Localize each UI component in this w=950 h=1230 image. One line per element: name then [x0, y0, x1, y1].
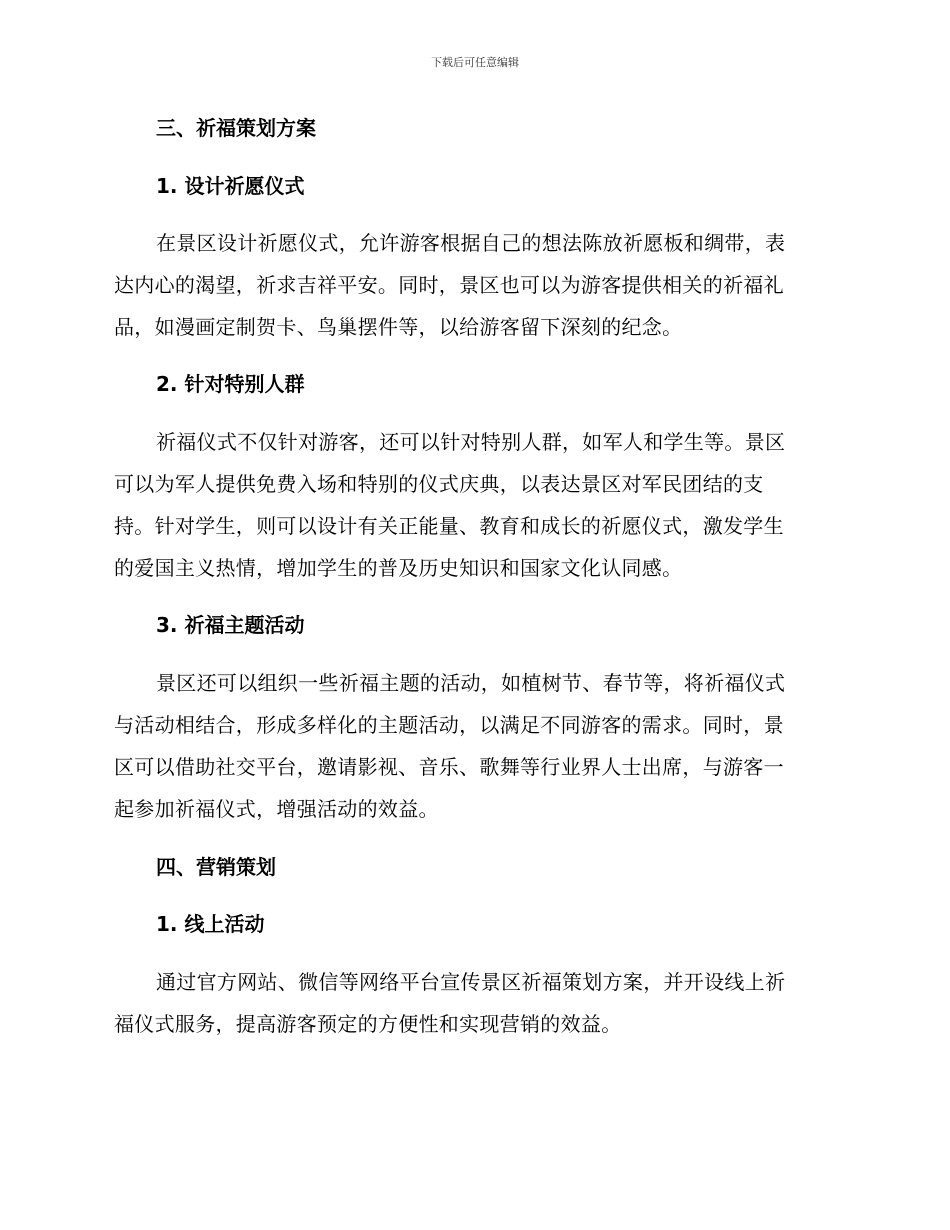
paragraph-line: 的爱国主义热情，增加学生的普及历史知识和国家文化认同感。: [114, 556, 683, 580]
subheading-online-activities: 1. 线上活动: [156, 912, 265, 936]
paragraph-line: 福仪式服务，提高游客预定的方便性和实现营销的效益。: [114, 1012, 622, 1036]
subheading-theme-activities: 3. 祈福主题活动: [156, 613, 305, 637]
paragraph-line: 品，如漫画定制贺卡、鸟巢摆件等，以给游客留下深刻的纪念。: [114, 315, 683, 339]
paragraph-line: 祈福仪式不仅针对游客，还可以针对特别人群，如军人和学生等。景区: [156, 430, 786, 454]
paragraph-line: 区可以借助社交平台，邀请影视、音乐、歌舞等行业界人士出席，与游客一: [114, 755, 784, 779]
paragraph-special-groups: [114, 426, 836, 584]
paragraph-line: 可以为军人提供免费入场和特别的仪式庆典，以表达景区对军民团结的支: [114, 472, 764, 496]
paragraph-line: 持。针对学生，则可以设计有关正能量、教育和成长的祈愿仪式，激发学生: [114, 514, 784, 538]
paragraph-design-ritual: [114, 227, 836, 343]
subheading-design-ritual: 1. 设计祈愿仪式: [156, 174, 305, 198]
subheading-special-groups: 2. 针对特别人群: [156, 372, 305, 396]
paragraph-theme-activities: [114, 667, 836, 825]
section-heading-marketing: 四、营销策划: [156, 855, 276, 879]
paragraph-online-activities: [114, 966, 836, 1040]
section-heading-planning: 三、祈福策划方案: [156, 116, 316, 140]
page-header-note: 下载后可任意编辑: [431, 56, 519, 69]
paragraph-line: 在景区设计祈愿仪式，允许游客根据自己的想法陈放祈愿板和绸带，表: [156, 231, 786, 255]
document-body: [114, 112, 836, 1040]
paragraph-line: 起参加祈福仪式，增强活动的效益。: [114, 797, 439, 821]
paragraph-line: 与活动相结合，形成多样化的主题活动，以满足不同游客的需求。同时，景: [114, 713, 784, 737]
paragraph-line: 景区还可以组织一些祈福主题的活动，如植树节、春节等，将祈福仪式: [156, 671, 786, 695]
paragraph-line: 通过官方网站、微信等网络平台宣传景区祈福策划方案，并开设线上祈: [156, 970, 786, 994]
paragraph-line: 达内心的渴望，祈求吉祥平安。同时，景区也可以为游客提供相关的祈福礼: [114, 273, 784, 297]
